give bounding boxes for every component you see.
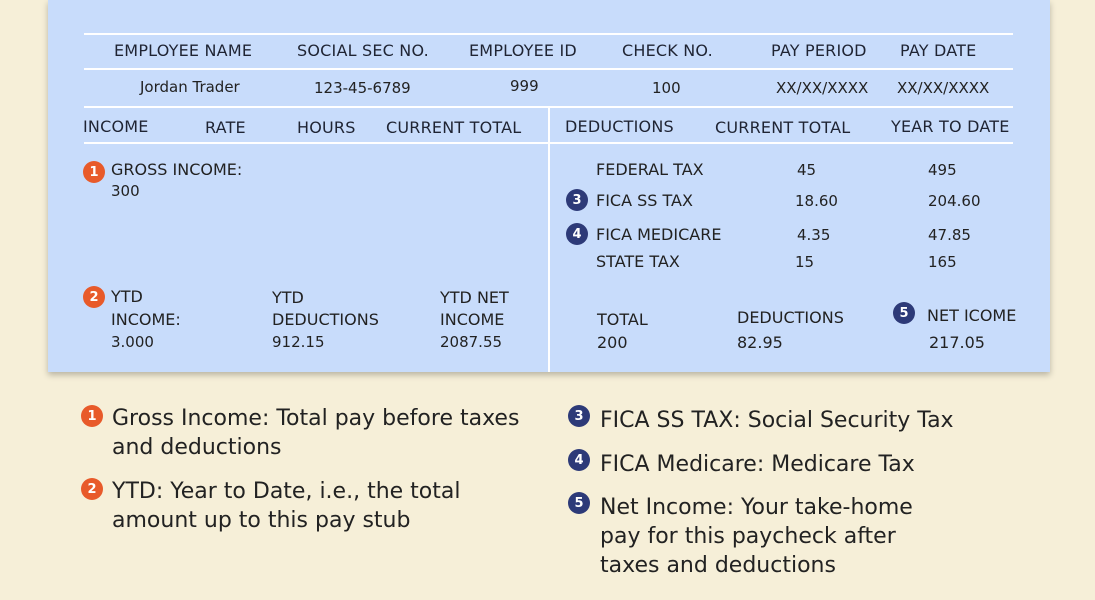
header-pay-date: PAY DATE <box>900 41 977 60</box>
legend-fica-medicare: FICA Medicare: Medicare Tax <box>600 452 915 477</box>
column-current-total: CURRENT TOTAL <box>386 118 522 137</box>
ytd-income-value: 3.000 <box>111 333 154 351</box>
column-year-to-date: YEAR TO DATE <box>891 117 1010 136</box>
badge-5-icon: 5 <box>893 302 915 324</box>
header-employee-name: EMPLOYEE NAME <box>114 41 253 60</box>
header-employee-id: EMPLOYEE ID <box>469 41 577 60</box>
ytd-net-label-1: YTD NET <box>440 288 509 307</box>
deduction-ytd-state: 165 <box>928 253 957 271</box>
ytd-deductions-label-2: DEDUCTIONS <box>272 310 379 329</box>
employee-id-value: 999 <box>510 77 539 95</box>
deduction-ytd-fica-ss: 204.60 <box>928 192 981 210</box>
total-deductions-label: DEDUCTIONS <box>737 308 844 327</box>
ytd-net-value: 2087.55 <box>440 333 503 351</box>
header-social-sec-no: SOCIAL SEC NO. <box>297 41 429 60</box>
deduction-name-fica-medicare: FICA MEDICARE <box>596 225 722 244</box>
header-check-no: CHECK NO. <box>622 41 713 60</box>
total-value: 200 <box>597 333 628 352</box>
ytd-income-label-1: YTD <box>111 287 143 306</box>
legend-net-income: Net Income: Your take-home pay for this paycheck after taxes and deductions <box>600 495 913 578</box>
deduction-ytd-fica-medicare: 47.85 <box>928 226 971 244</box>
ytd-deductions-value: 912.15 <box>272 333 325 351</box>
deduction-current-federal: 45 <box>797 161 817 179</box>
pay-period-value: XX/XX/XXXX <box>776 79 869 97</box>
gross-income-label: GROSS INCOME: <box>111 160 243 179</box>
legend-badge-5-icon: 5 <box>568 492 590 514</box>
pay-date-value: XX/XX/XXXX <box>897 79 990 97</box>
header-pay-period: PAY PERIOD <box>771 41 867 60</box>
ytd-income-label-2: INCOME: <box>111 310 181 329</box>
legend-badge-3-icon: 3 <box>568 405 590 427</box>
legend-badge-4-icon: 4 <box>568 449 590 471</box>
deduction-ytd-federal: 495 <box>928 161 957 179</box>
deduction-current-state: 15 <box>795 253 815 271</box>
legend-gross-income: Gross Income: Total pay before taxes and deductions <box>112 406 520 460</box>
legend-badge-2-icon: 2 <box>81 478 103 500</box>
deduction-current-fica-medicare: 4.35 <box>797 226 831 244</box>
employee-name-value: Jordan Trader <box>140 78 240 96</box>
deduction-name-fica-ss: FICA SS TAX <box>596 191 693 210</box>
column-deductions-current-total: CURRENT TOTAL <box>715 118 851 137</box>
ssn-value: 123-45-6789 <box>314 79 411 97</box>
gross-income-value: 300 <box>111 182 140 200</box>
column-divider <box>548 106 550 372</box>
column-rate: RATE <box>205 118 246 137</box>
badge-2-icon: 2 <box>83 286 105 308</box>
ytd-net-label-2: INCOME <box>440 310 505 329</box>
total-label: TOTAL <box>597 310 648 329</box>
column-income: INCOME <box>83 117 149 136</box>
legend-fica-ss: FICA SS TAX: Social Security Tax <box>600 408 954 433</box>
deduction-current-fica-ss: 18.60 <box>795 192 838 210</box>
header-top-rule <box>84 33 1013 35</box>
badge-1-icon: 1 <box>83 161 105 183</box>
total-deductions-value: 82.95 <box>737 333 783 352</box>
check-no-value: 100 <box>652 79 681 97</box>
badge-3-icon: 3 <box>566 189 588 211</box>
legend-badge-1-icon: 1 <box>81 405 103 427</box>
net-income-label: NET ICOME <box>927 306 1017 325</box>
legend-ytd: YTD: Year to Date, i.e., the total amount up to this pay stub <box>112 479 461 533</box>
net-income-value: 217.05 <box>929 333 985 352</box>
column-hours: HOURS <box>297 118 356 137</box>
column-deductions: DEDUCTIONS <box>565 117 674 136</box>
badge-4-icon: 4 <box>566 223 588 245</box>
deduction-name-federal: FEDERAL TAX <box>596 160 704 179</box>
deduction-name-state: STATE TAX <box>596 252 680 271</box>
header-bottom-rule <box>84 68 1013 70</box>
ytd-deductions-label-1: YTD <box>272 288 304 307</box>
